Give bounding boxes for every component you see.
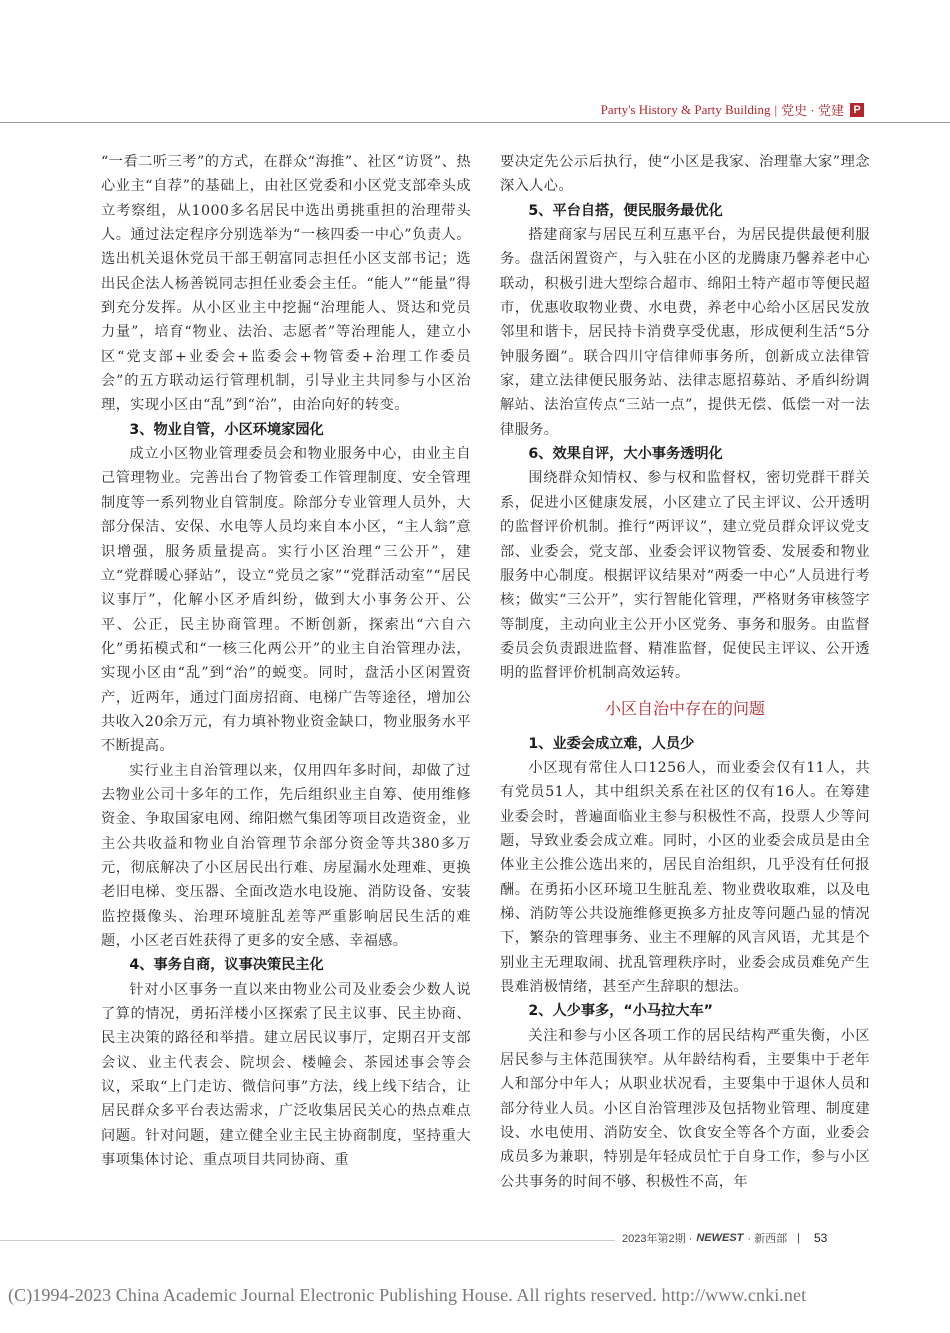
paragraph: 关注和参与小区各项工作的居民结构严重失衡，小区居民参与主体范围狭窄。从年龄结构看，主要集中于老年人和部分中年人；从职业状况看，主要集中于退休人员和部分待业人员。小区自治管理涉及包括物业管理、制度建设、水电使用、消防安全、饮食安全等各个方面，业委会成员多为兼职，特别是年轻成员忙于自身工作，参与小区公共事务的时间不够、积极性不高，年 [500, 1027, 870, 1190]
section-badge: P [850, 103, 864, 117]
header-separator: | [774, 101, 778, 117]
magazine-brand: NEWEST [696, 1232, 744, 1244]
left-column [101, 150, 471, 1172]
section-heading: 小区自治中存在的问题 [604, 698, 765, 718]
paragraph: 围绕群众知情权、参与权和监督权，密切党群干群关系，促进小区健康发展，小区建立了民主评议、公开透明的监督评价机制。推行“两评议”，建立党员群众评议党支部、业委会，党支部、业委会评议物管委、发展委和物业服务中心制度。根据评议结果对“两委一中心”人员进行考核；做实“三公开”，实行智能化管理，严格财务审核签字等制度，主动向业主公开小区党务、事务和服务。由监督委员会负责跟进监督、精准监督，促使民主评议、公开透明的监督评价机制高效运转。 [500, 470, 870, 682]
page-number: 53 [813, 1231, 828, 1245]
page-footer [622, 1230, 827, 1246]
paragraph: 成立小区物业管理委员会和物业服务中心，由业主自己管理物业。完善出台了物管委工作管理制度、安全管理制度等一系列物业自管制度。除部分专业管理人员外，大部分保洁、安保、水电等人员均来自本小区，“主人翁”意识增强，服务质量提高。实行小区治理“三公开”，建立“党群暖心驿站”，设立“党员之家”“党群活动室”“居民议事厅”，化解小区矛盾纠纷，做到大小事务公开、公平、公正，民主协商管理。不断创新，探索出“六自六化”勇拓模式和“一核三化两公开”的业主自治管理办法，实现小区由“乱”到“治”的蜕变。同时，盘活小区闲置资产，近两年，通过门面房招商、电梯广告等途径，增加公共收入20余万元，有力填补物业资金缺口，物业服务水平不断提高。 [101, 446, 471, 755]
subsection-heading: 2、人少事多，“小马拉大车” [528, 1003, 713, 1020]
subsection-heading: 1、业委会成立难，人员少 [528, 735, 695, 752]
paragraph: “一看二听三考”的方式，在群众“海推”、社区“访贤”、热心业主“自荐”的基础上，由社区党委和小区党支部牵头成立考察组，从1000多名居民中选出勇挑重担的治理带头人。通过法定程序分别选举为“一核四委一中心”负责人。选出机关退休党员干部王朝富同志担任小区支部书记；选出民企法人杨善锐同志担任业委会主任。“能人”“能量”得到充分发挥。从小区业主中挖掘“治理能人、贤达和党员力量”，培育“物业、法治、志愿者”等治理能人，建立小区“党支部+业委会+监委会+物管委+治理工作委员会”的五方联动运行管理机制，引导业主共同参与小区治理，实现小区由“乱”到“治”，由治向好的转变。 [101, 154, 471, 414]
paragraph: 小区现有常住人口1256人，而业委会仅有11人，共有党员51人，其中组织关系在社区的仅有16人。在筹建业委会时，普遍面临业主参与积极性不高，投票人少等问题，导致业委会成立难。同时，小区的业委会成员是由全体业主公推公选出来的，居民自治组织，几乎没有任何报酬。在勇拓小区环境卫生脏乱差、物业费收取难，以及电梯、消防等公共设施维修更换多方扯皮等问题凸显的情况下，繁杂的管理事务、业主不理解的风言风语，尤其是个别业主无理取闹、扰乱管理秩序时，业委会成员难免产生畏难消极情绪，甚至产生辞职的想法。 [500, 759, 870, 995]
journal-title-en: Party's History & Party Building [600, 101, 771, 117]
paragraph: 搭建商家与居民互利互惠平台，为居民提供最便利服务。盘活闲置资产，与入驻在小区的龙腾康乃馨养老中心联动，积极引进大型综合超市、绵阳土特产超市等便民超市，优惠收取物业费、水电费，养老中心给小区居民发放邻里和谐卡，居民持卡消费享受优惠，形成便利生活“5分钟服务圈”。联合四川守信律师事务所，创新成立法律管家，建立法律便民服务站、法律志愿招募站、矛盾纠纷调解站、法治宣传点“三站一点”，提供无偿、低偿一对一法律服务。 [500, 227, 870, 438]
journal-title-cn: 党史 · 党建 [781, 103, 844, 118]
footer-separator: | [797, 1232, 800, 1244]
paragraph: 要决定先公示后执行，使“小区是我家、治理靠大家”理念深入人心。 [500, 154, 870, 195]
subsection-heading: 6、效果自评，大小事务透明化 [528, 446, 723, 463]
paragraph: 实行业主自治管理以来，仅用四年多时间，却做了过去物业公司十多年的工作，先后组织业主自筹、使用维修资金、争取国家电网、绵阳燃气集团等项目改造资金，业主公共收益和物业自治管理节余部分资金等共380多万元，彻底解决了小区居民出行难、房屋漏水处理难、更换老旧电梯、变压器、全面改造水电设施、消防设备、安装监控摄像头、治理环境脏乱差等严重影响居民生活的难题，小区老百姓获得了更多的安全感、幸福感。 [101, 762, 471, 949]
magazine-brand-cn: · 新西部 [747, 1233, 788, 1245]
footer-rule [0, 1240, 615, 1241]
running-header [601, 100, 864, 119]
subsection-heading: 4、事务自商，议事决策民主化 [129, 957, 324, 974]
copyright-notice: (C)1994-2023 China Academic Journal Electronic Publishing House. All rights reserved. http://www.cnki.net [8, 1285, 807, 1305]
subsection-heading: 3、物业自管，小区环境家园化 [129, 421, 324, 438]
paragraph: 针对小区事务一直以来由物业公司及业委会少数人说了算的情况，勇拓洋楼小区探索了民主议事、民主协商、民主决策的路径和举措。建立居民议事厅，定期召开支部会议、业主代表会、院坝会、楼幢会、茶园述事会等会议，采取“上门走访、微信问事”方法，线上线下结合，让居民群众多平台表达需求，广泛收集居民关心的热点难点问题。针对问题，建立健全业主民主协商制度，坚持重大事项集体讨论、重点项目共同协商、重 [101, 981, 471, 1169]
issue-label: 2023年第2期 · [622, 1233, 693, 1245]
subsection-heading: 5、平台自搭，便民服务最优化 [528, 202, 723, 219]
header-rule [0, 122, 950, 123]
right-column [500, 150, 870, 1194]
